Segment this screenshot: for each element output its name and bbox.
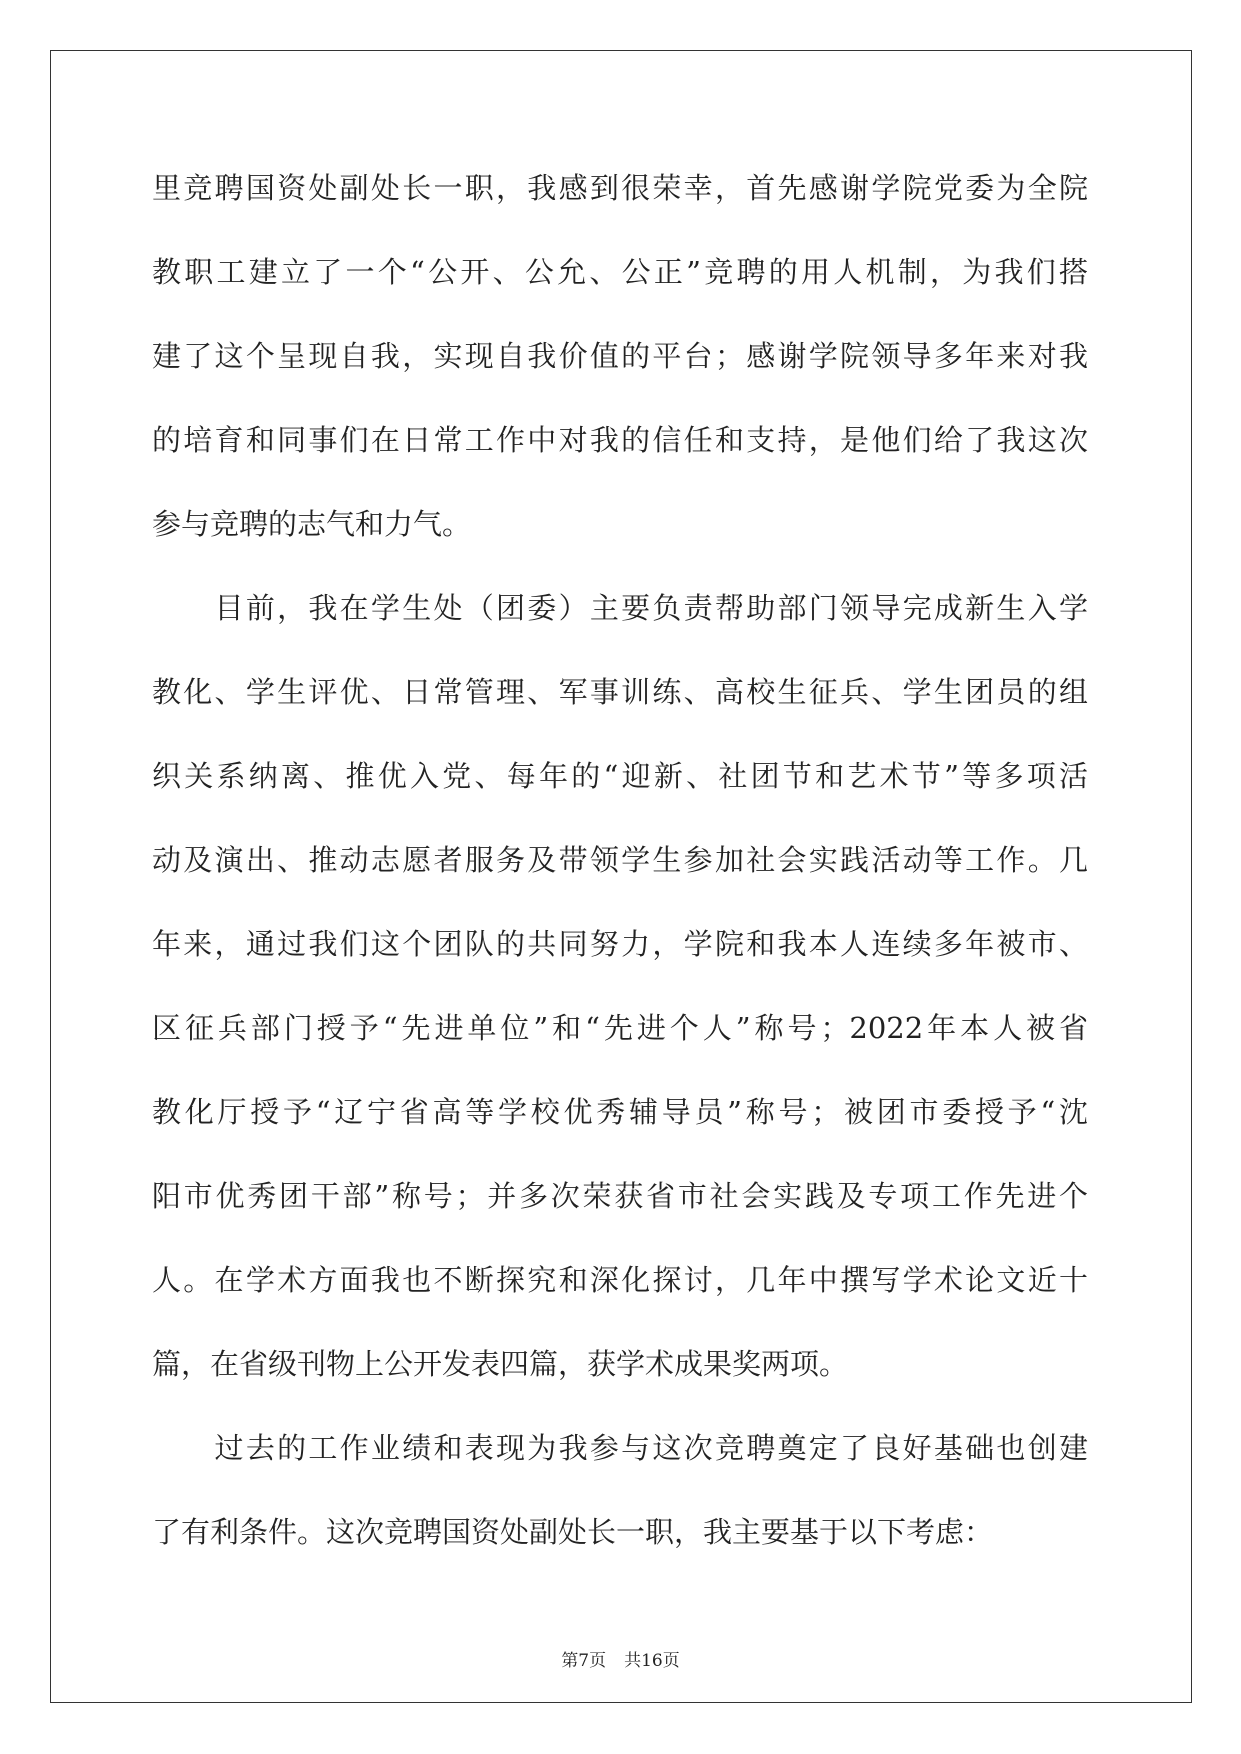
text-line: 动及演出、推动志愿者服务及带领学生参加社会实践活动等工作。几: [152, 843, 1088, 877]
text-line: 篇，在省级刊物上公开发表四篇，获学术成果奖两项。: [152, 1347, 849, 1381]
text-line: 里竞聘国资处副处长一职，我感到很荣幸，首先感谢学院党委为全院: [152, 171, 1088, 205]
text-line: 参与竞聘的志气和力气。: [152, 507, 472, 541]
text-line: 了有利条件。这次竞聘国资处副处长一职，我主要基于以下考虑：: [152, 1515, 994, 1549]
page-number: 第7页: [561, 1651, 607, 1671]
text-line: 教化厅授予“辽宁省高等学校优秀辅导员”称号；被团市委授予“沈: [152, 1095, 1088, 1129]
text-line: 目前，我在学生处（团委）主要负责帮助部门领导完成新生入学: [152, 591, 1088, 625]
text-line: 教职工建立了一个“公开、公允、公正”竞聘的用人机制，为我们搭: [152, 255, 1088, 289]
page-total: 共16页: [624, 1651, 680, 1671]
text-line: 的培育和同事们在日常工作中对我的信任和支持，是他们给了我这次: [152, 423, 1088, 457]
text-line: 区征兵部门授予“先进单位”和“先进个人”称号；2022年本人被省: [152, 1011, 1088, 1045]
text-line: 人。在学术方面我也不断探究和深化探讨，几年中撰写学术论文近十: [152, 1263, 1088, 1297]
document-body: [152, 155, 1088, 1583]
text-line: 教化、学生评优、日常管理、军事训练、高校生征兵、学生团员的组: [152, 675, 1088, 709]
text-line: 建了这个呈现自我，实现自我价值的平台；感谢学院领导多年来对我: [152, 339, 1088, 373]
text-line: 过去的工作业绩和表现为我参与这次竞聘奠定了良好基础也创建: [152, 1431, 1088, 1465]
page-footer: [0, 1646, 1241, 1671]
text-line: 阳市优秀团干部”称号；并多次荣获省市社会实践及专项工作先进个: [152, 1179, 1088, 1213]
text-line: 年来，通过我们这个团队的共同努力，学院和我本人连续多年被市、: [152, 927, 1088, 961]
text-line: 织关系纳离、推优入党、每年的“迎新、社团节和艺术节”等多项活: [152, 759, 1088, 793]
